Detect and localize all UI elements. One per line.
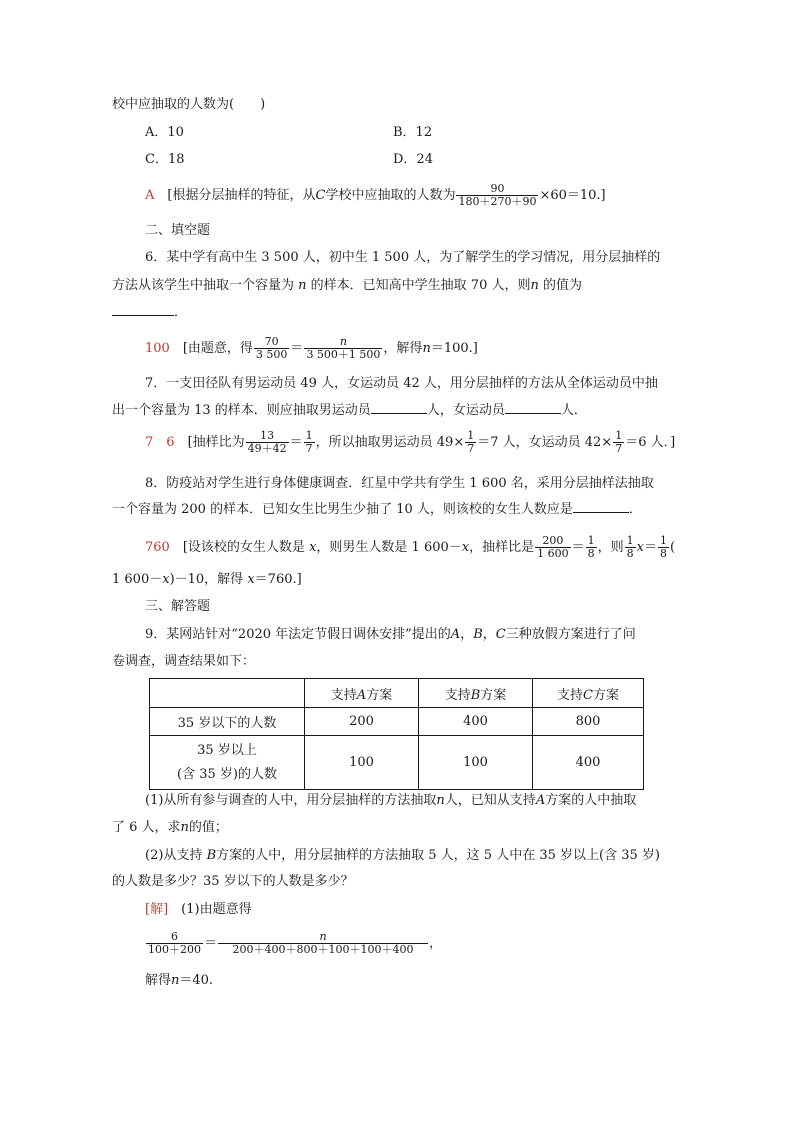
fraction: $\frac{n}{3 500+1 500}$ <box>306 335 381 361</box>
q5-option-b: B．12 <box>393 125 433 140</box>
q5-solution: A [根据分层抽样的特征，从C学校中应抽取的人数为 $\frac{90}{180+270+90}$ ×60＝10.] <box>145 182 606 208</box>
q5-option-a: A．10 <box>145 125 184 140</box>
q8-line1: 8．防疫站对学生进行身体健康调查．红星中学共有学生 1 600 名，采用分层抽样法抽取 <box>145 476 654 491</box>
fraction: $\frac{1}{8}$ <box>587 534 595 560</box>
table-corner-cell <box>150 679 305 708</box>
q9-solution-result: 解得n＝40. <box>145 973 214 988</box>
table-row <box>150 708 644 736</box>
q7-line2: 出一个容量为 13 的样本．则应抽取男运动员 人，女运动员 人． <box>112 403 587 418</box>
table-header-row <box>150 679 644 708</box>
answer-blank <box>505 413 561 414</box>
table-cell: 400 <box>533 736 644 790</box>
q5-answer: A <box>145 188 155 203</box>
table-row-label: 35 岁以上 (含 35 岁)的人数 <box>150 736 305 790</box>
table-header-cell: 支持C方案 <box>533 679 644 708</box>
q7-solution: 7 6 [抽样比为 $\frac{13}{49+42}$ ＝ $\frac{1}{7}$ ，所以抽取男运动员 49× $\frac{1}{7}$ ＝7 人，女运动员 42× $\frac{1}{7}$ ＝6 人．] <box>145 429 676 455</box>
q8-line2: 一个容量为 200 的样本．已知女生比男生少抽了 10 人，则该校的女生人数应是 ． <box>112 502 642 517</box>
q9-line2: 卷调查，调查结果如下： <box>112 654 256 669</box>
q8-answer: 760 <box>145 540 170 555</box>
q6-answer: 100 <box>145 341 170 356</box>
fraction: $\frac{13}{49+42}$ <box>247 429 287 455</box>
table-cell: 800 <box>533 708 644 736</box>
table-row-label: 35 岁以下的人数 <box>150 708 305 736</box>
survey-table <box>149 678 644 790</box>
table-cell: 100 <box>419 736 533 790</box>
q7-answer: 7 6 <box>145 435 175 450</box>
q5-stem-end: 校中应抽取的人数为( ) <box>112 97 266 112</box>
q8-solution-line2: 1 600－x)－10，解得 x＝760.] <box>112 572 302 587</box>
answer-blank <box>573 512 629 513</box>
q6-line1: 6．某中学有高中生 3 500 人，初中生 1 500 人，为了解学生的学习情况，用分层抽样的 <box>145 250 661 265</box>
fraction: $\frac{90}{180+270+90}$ <box>458 182 537 208</box>
table-row <box>150 736 644 790</box>
q6-line3: ． <box>112 304 187 322</box>
table-header-cell: 支持A方案 <box>305 679 419 708</box>
fraction: $\frac{200}{1 600}$ <box>537 534 569 560</box>
q8-solution: 760 [设该校的女生人数是 x，则男生人数是 1 600－x，抽样比是 $\frac{200}{1 600}$ ＝ $\frac{1}{8}$ ，则 $\frac{1}{8}$ x＝ $\frac{1}{8}$ ( <box>145 534 676 560</box>
q9-part1: (1)从所有参与调查的人中，用分层抽样的方法抽取n人，已知从支持A方案的人中抽取 <box>145 793 637 808</box>
table-cell: 200 <box>305 708 419 736</box>
section-heading-answer: 三、解答题 <box>145 599 211 614</box>
q6-solution: 100 [由题意，得 $\frac{70}{3 500}$ ＝ $\frac{n}{3 500+1 500}$ ，解得n＝100.] <box>145 335 478 361</box>
q5-option-c: C．18 <box>145 152 185 167</box>
answer-blank <box>112 315 174 316</box>
q9-solution-equation: $\frac{6}{100+200}$ ＝ $\frac{n}{200+400+800+100+100+400}$ ， <box>148 930 443 956</box>
section-heading-fill-in: 二、填空题 <box>145 223 211 238</box>
fraction: $\frac{n}{200+400+800+100+100+400}$ <box>218 931 428 956</box>
q5-option-d: D．24 <box>393 152 433 167</box>
fraction: $\frac{1}{7}$ <box>615 429 623 455</box>
fraction: $\frac{1}{8}$ <box>660 534 668 560</box>
answer-blank <box>371 413 427 414</box>
fraction: $\frac{1}{7}$ <box>305 429 313 455</box>
fraction: $\frac{6}{100+200}$ <box>148 930 201 956</box>
q9-line1: 9．某网站针对“2020 年法定节假日调休安排”提出的A，B，C三种放假方案进行了问 <box>145 627 636 642</box>
fraction: $\frac{70}{3 500}$ <box>255 335 288 361</box>
q9-part2-line2: 的人数是多少？35 岁以下的人数是多少？ <box>112 874 354 889</box>
table-cell: 400 <box>419 708 533 736</box>
fraction: $\frac{1}{8}$ <box>626 534 634 560</box>
table-header-cell: 支持B方案 <box>419 679 533 708</box>
fraction: $\frac{1}{7}$ <box>467 429 475 455</box>
solution-tag: [解] <box>145 902 169 917</box>
table-cell: 100 <box>305 736 419 790</box>
q7-line1: 7．一支田径队有男运动员 49 人，女运动员 42 人，用分层抽样的方法从全体运动员中抽 <box>145 376 658 391</box>
q9-solution-head: [解] (1)由题意得 <box>145 902 252 917</box>
q9-part2: (2)从支持 B方案的人中，用分层抽样的方法抽取 5 人，这 5 人中在 35 岁以上(含 35 岁) <box>145 848 660 863</box>
q6-line2: 方法从该学生中抽取一个容量为 n 的样本．已知高中学生抽取 70 人，则n 的值为 <box>112 278 583 293</box>
q9-part1-line2: 了 6 人，求n的值； <box>112 820 228 835</box>
